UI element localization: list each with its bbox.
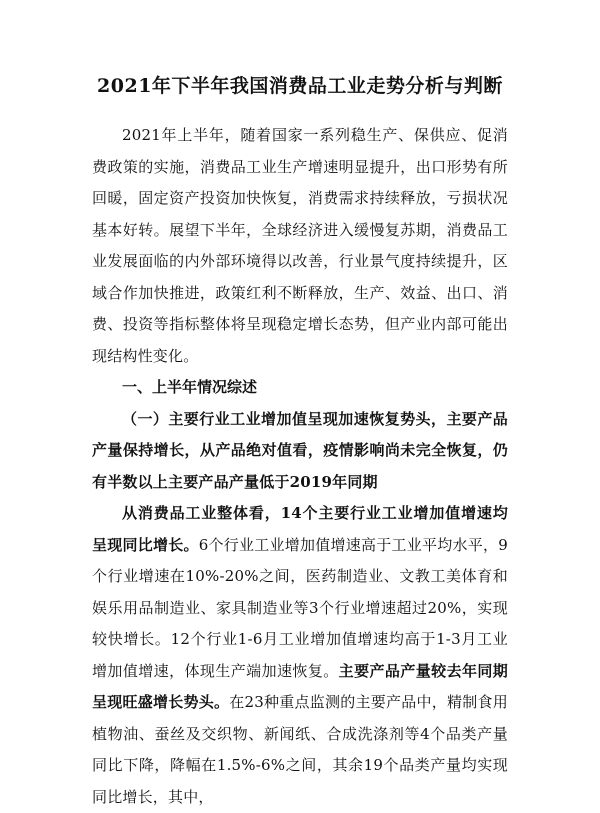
lead-bold-sentence: 从消费品工业整体看，14个主要行业工业增加值增速均呈现同比增长。	[92, 504, 508, 554]
mid-bold-sentence: 主要产品产量较去年同期呈现旺盛增长势头。	[92, 661, 509, 711]
subsection-heading: （一）主要行业工业增加值呈现加速恢复势头，主要产品产量保持增长，从产品绝对值看，疫情影响尚未完全恢复，仍有半数以上主要产品产量低于2019年同期	[92, 409, 508, 491]
body-paragraph	[92, 498, 508, 813]
document-title: 2021年下半年我国消费品工业走势分析与判断	[97, 75, 503, 97]
body-text-1: 6个行业工业增加值增速高于工业平均水平，9个行业增速在10%-20%之间，医药制造业、文教工美体育和娱乐用品制造业、家具制造业等3个行业增速超过20%，实现较快增长。12个行业1-6月工业增加值增速均高于1-3月工业增加值增速，体现生产端加速恢复。	[92, 535, 508, 680]
section-heading: 一、上半年情况综述	[122, 378, 258, 396]
body-text-2: 在23种重点监测的主要产品中，精制食用植物油、蚕丝及交织物、新闻纸、合成洗涤剂等4个品类产量同比下降，降幅在1.5%-6%之间，其余19个品类产量均实现同比增长，其中，	[92, 693, 508, 806]
intro-paragraph: 2021年上半年，随着国家一系列稳生产、保供应、促消费政策的实施，消费品工业生产增速明显提升，出口形势有所回暖，固定资产投资加快恢复，消费需求持续释放，亏损状况基本好转。展望下半年，全球经济进入缓慢复苏期，消费品工业发展面临的内外部环境得以改善，行业景气度持续提升，区域合作加快推进，政策红利不断释放，生产、效益、出口、消费、投资等指标整体将呈现稳定增长态势，但产业内部可能出现结构性变化。	[92, 126, 508, 365]
